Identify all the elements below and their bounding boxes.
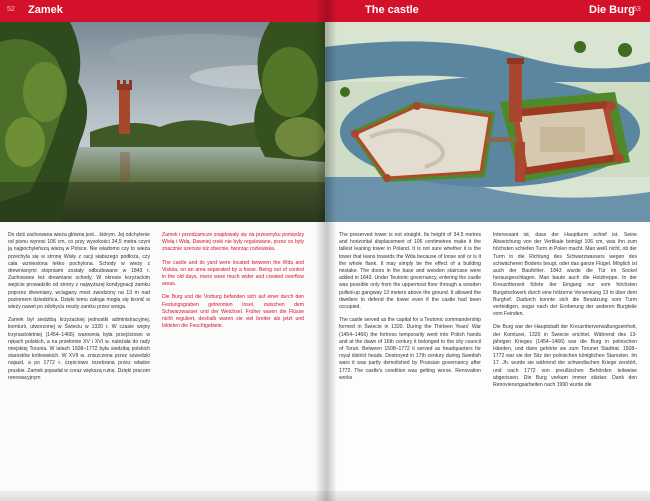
left-caption-column (162, 232, 304, 336)
tower-shape (119, 88, 130, 134)
right-english-column (339, 232, 481, 388)
caption-german: Die Burg und die Vorburg befanden sich auf einer durch den Festungsgraben getrennten Insel, zwischen dem Schwarzwasser und der Weichsel. Früher waren die Flüsse nicht reguliert, deshalb waren sie viel breiter als jetzt und bildeten die Feuchtgebiete. (162, 294, 304, 330)
right-header-title-de: Die Burg (589, 4, 635, 16)
left-header-bar (0, 0, 325, 22)
left-header-title: Zamek (28, 4, 63, 16)
right-page-edge (325, 491, 650, 501)
left-polish-column (8, 232, 150, 388)
right-page-number: 53 (633, 6, 641, 13)
caption-english: The castle and its yard were located between the Wda and Vistula, on an area separated by a fosse. Being out of control in the old days, rivers were much wider and created overflow areas. (162, 259, 304, 288)
left-paragraph: Zamek był siedzibą krzyżackiej jednostki administracyjnej, komturii, utworzonej w Świeciu w 1320 r. W czasie wojny trzynastoletniej (1454–1466) warownia była przejściowo w rękach polskich, a na przełomie XV i XVI w. należała do rady miejskiej Torunia. W latach 1508–1772 była siedzibą polskich starostów królewskich. W XVII w. zniszczona przez szwedzki najazd, a po 1772 r. częściowo rozebrana przez władze pruskie. Zamek popadał w coraz większą ruinę. Dzięki pracom renowacyjnym (8, 317, 150, 381)
right-header-bar (325, 0, 650, 22)
right-paragraph: Interessant ist, dass der Hauptturm schief ist. Seine Abweichung von der Vertikale beträgt 106 cm, was ihn zum höchsten schiefen Turm in Polen macht. Man weiß nicht, ob der Turm in die Richtung des Schwarzwassers wegen des schwächeren Bodens beugt, oder das ganze Flügel. Möglich ist auch der Baufehler. 1843 wurde die Tür im Sockel herausgeschlagen. Man baute auch die Holztreppe. In der Kreuzritterzeit führte der Eingang nur vom höchsten Burgstockwerk durch eine hölzerne Versenkung 13 m über dem Burghof. Dadurch konnte sich die Besatzung vom Turm verteidigen, sogar nach der Eroberung der anderen Burgteile vom Feinden. (493, 232, 637, 318)
castle-model-render (325, 22, 650, 222)
right-page (325, 0, 650, 501)
tower-river-illustration (0, 22, 325, 222)
right-paragraph: The castle served as the capital for a Teutonic commandership formed in Świecie in 1320. During the Thirteen Years' War (1454–1466) the fortress temporarily went into Polish hands and at the dawn of 16th century it belonged to the city council of Toruń. Between 1508–1772 it served as headquarters for royal district heads. Destroyed in 17th century during Swedish wars it was partly demolished by Prussian governancy after 1772. The castle's condition was getting worse. Renovation works (339, 317, 481, 381)
left-paragraph: Do dziś zachowana wieża główna jest... którym. Jej odchylenie od pionu wynosi 106 cm, co przy wysokości 34,5 metra czyni ją najpochyleńszą wieżą w Polsce. Nie wiadomo czy to wieża przechyla się w stronę Wisły z racji słabszego podłoża, czy cała wzniesiona lekko pochylona. Schody w wieży z drewnianymi stopniami zostały odbudowane w 1843 r. Zachowane też drewniane schody. W okresie krzyżackim wejście prowadziło od strony z najwyższej kondygnacji zamku poprzez drewniany, wciągany most zwodzony na 13 m nad poziomem dziedzińca. Dzięki temu załoga mogła się bronić w wieży nawet po zdobyciu reszty zamku przez wroga. (8, 232, 150, 311)
castle-tower-shape (509, 62, 522, 122)
right-paragraph: The preserved tower is not straight. Its height of 34.5 metres and horizontal displacement of 106 centimetres make it the tallest leaning tower in Poland. It is not sure whether it is the tower that leans towards the Wda because of loose soil or is it the whole flank. It may simply be the effect of a building mistake. The doors in the base and wooden staircase were added in 1843. Under Teutonic governancy, entering the castle was possible only from the uppermost floor through a wooden pulled-up gangway 13 meters above the ground. It allowed the dwellers to defend the tower even if the castle had been occupied. (339, 232, 481, 311)
tower-river-photo (0, 22, 325, 222)
right-paragraph: Die Burg war der Hauptstadt der Kreuzritterverwaltungseinheit, der Komturei, 1320 in Świecie erichtet. Während des 13-jährigen Krieges (1454–1466) war die Burg in polnischen Händen, und dann gehörte sie zum Toruner Stadtrat. 1508–1772 war sie der Sitz der polnischen königlichen Starosten. Im 17. Jh. wurde sie während der schwedischen Kriege zerstört, und nach 1772 von preußischen Behörden teilweise abgerissen. Die Burg verkam immer stärker. Dank den Renovierungsarbeiten nach 1990 wurde die (493, 324, 637, 389)
left-page-number: 52 (7, 6, 15, 13)
caption-polish: Zamek i przedzamcze znajdowały się na przesmyku pomiędzy Wisłą i Wdą. Dawniej rzeki nie były regulowane, przez co były znacznie szersze niż obecnie, tworząc rozlewiska. (162, 232, 304, 253)
right-header-title-en: The castle (365, 4, 419, 16)
castle-aerial-illustration (325, 22, 650, 222)
left-page-edge (0, 491, 325, 501)
right-german-column (493, 232, 637, 395)
